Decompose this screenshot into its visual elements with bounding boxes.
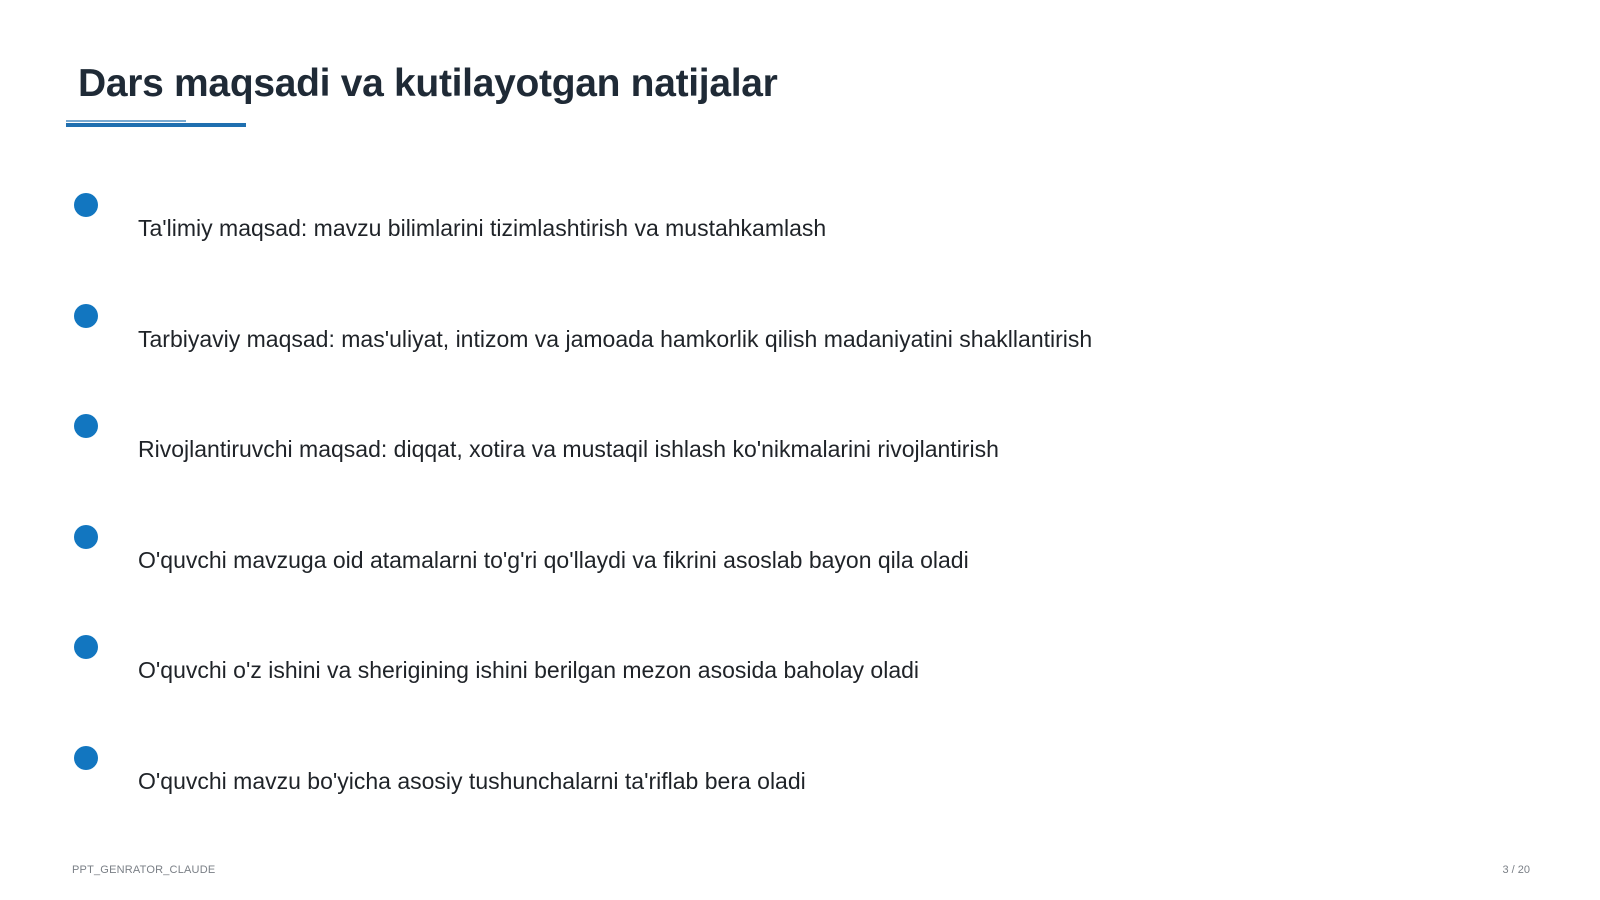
bullet-dot-icon bbox=[74, 635, 98, 659]
bullet-dot-icon bbox=[74, 525, 98, 549]
objective-text: O'quvchi mavzuga oid atamalarni to'g'ri qo'llaydi va fikrini asoslab bayon qila oladi bbox=[138, 547, 969, 573]
objective-text: Tarbiyaviy maqsad: mas'uliyat, intizom va jamoada hamkorlik qilish madaniyatini shakllantirish bbox=[138, 326, 1093, 352]
bullet-dot-icon bbox=[74, 414, 98, 438]
list-item bbox=[74, 304, 1374, 374]
title-underline-accent bbox=[66, 120, 186, 122]
slide-title: Dars maqsadi va kutilayotgan natijalar bbox=[78, 62, 778, 105]
footer-generator-label: PPT_GENRATOR_CLAUDE bbox=[72, 864, 216, 876]
list-item bbox=[74, 193, 1374, 263]
title-underline bbox=[66, 123, 246, 127]
objective-text: Ta'limiy maqsad: mavzu bilimlarini tizimlashtirish va mustahkamlash bbox=[138, 215, 827, 241]
bullet-dot-icon bbox=[74, 193, 98, 217]
bullet-dot-icon bbox=[74, 304, 98, 328]
list-item bbox=[74, 525, 1374, 595]
bullet-dot-icon bbox=[74, 746, 98, 770]
objective-text: O'quvchi o'z ishini va sherigining ishini berilgan mezon asosida baholay oladi bbox=[138, 657, 920, 683]
page-indicator: 3 / 20 bbox=[1502, 864, 1530, 876]
objective-text: O'quvchi mavzu bo'yicha asosiy tushunchalarni ta'riflab bera oladi bbox=[138, 768, 806, 794]
list-item bbox=[74, 414, 1374, 484]
list-item bbox=[74, 746, 1374, 816]
list-item bbox=[74, 635, 1374, 705]
objective-text: Rivojlantiruvchi maqsad: diqqat, xotira va mustaqil ishlash ko'nikmalarini rivojlantirish bbox=[138, 436, 999, 462]
